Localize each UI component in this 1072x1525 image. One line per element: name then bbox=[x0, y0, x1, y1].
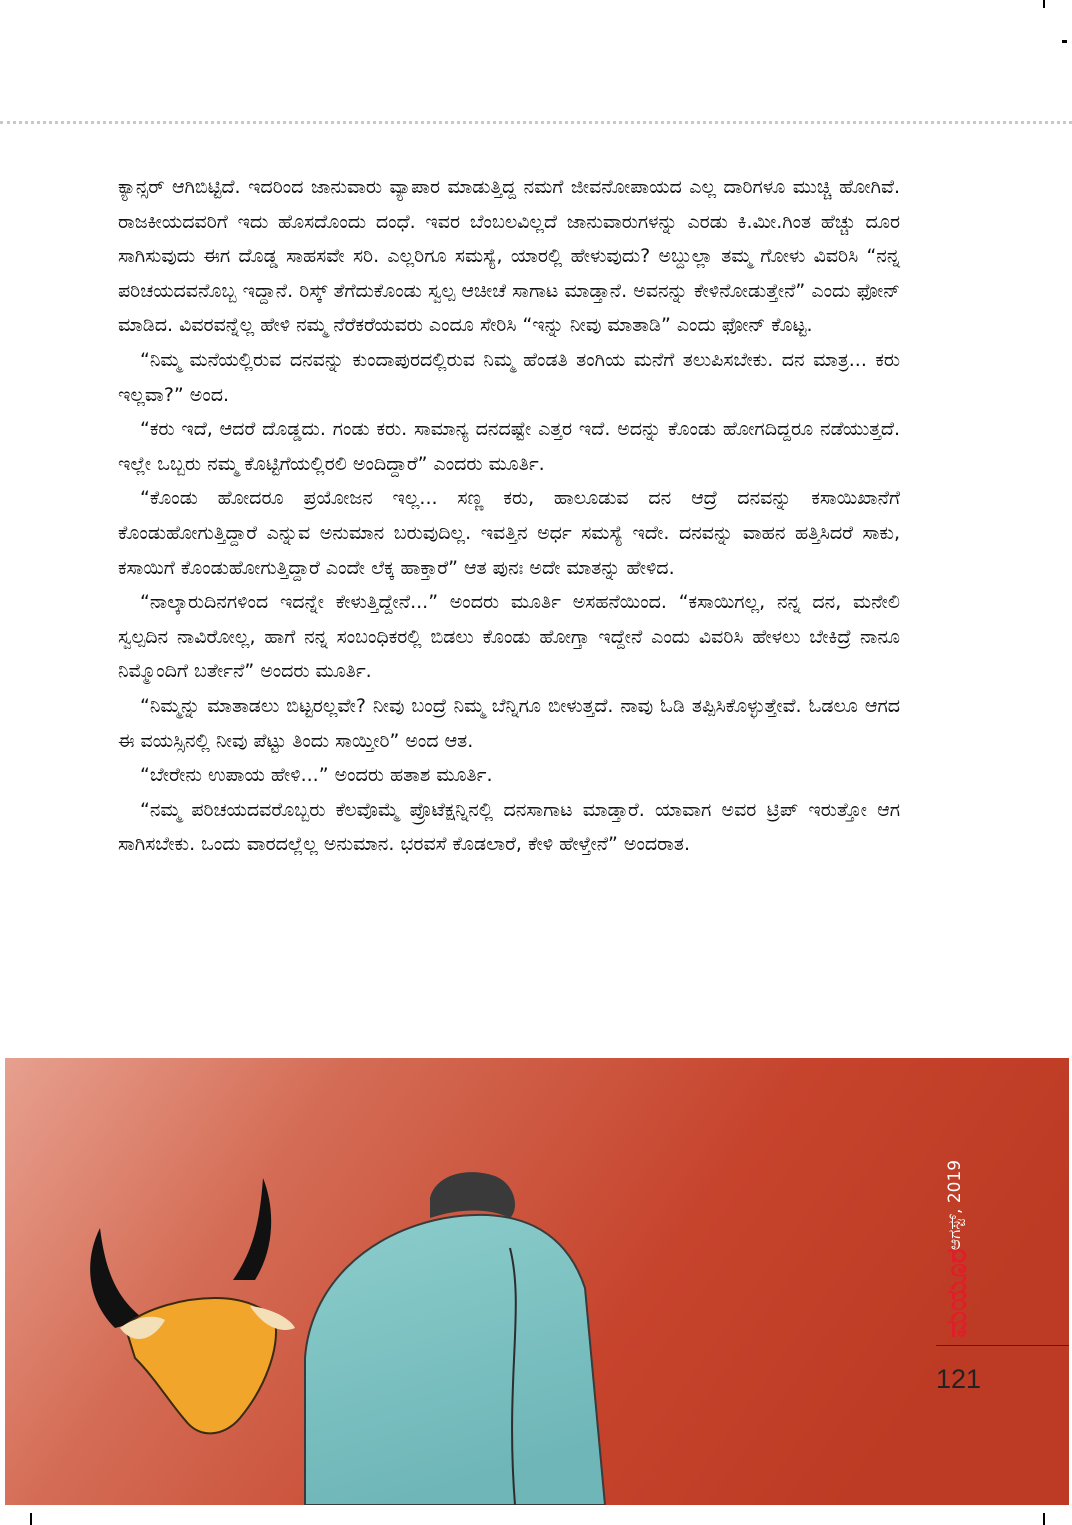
paragraph: “ಕರು ಇದೆ, ಆದರೆ ದೊಡ್ಡದು. ಗಂಡು ಕರು. ಸಾಮಾನ್ಯ ದನದಷ್ಟೇ ಎತ್ತರ ಇದೆ. ಅದನ್ನು ಕೊಂಡು ಹೋಗದಿದ್ದರೂ ನಡೆಯುತ್ತದೆ. ಇಲ್ಲೇ ಒಬ್ಬರು ನಮ್ಮ ಕೊಟ್ಟಿಗೆಯಲ್ಲಿರಲಿ ಅಂದಿದ್ದಾರೆ” ಎಂದರು ಮೂರ್ತಿ. bbox=[118, 418, 900, 475]
page-number-rule bbox=[936, 1345, 1069, 1346]
paragraph: “ನಮ್ಮ ಪರಿಚಯದವರೊಬ್ಬರು ಕೆಲವೊಮ್ಮೆ ಪ್ರೊಟೆಕ್ಷನ್ನಿನಲ್ಲಿ ದನಸಾಗಾಟ ಮಾಡ್ತಾರೆ. ಯಾವಾಗ ಅವರ ಟ್ರಿಪ್ ಇರುತ್ತೋ ಆಗ ಸಾಗಿಸಬೇಕು. ಒಂದು ವಾರದಲ್ಲೆಲ್ಲ ಅನುಮಾನ. ಭರವಸೆ ಕೊಡಲಾರೆ, ಕೇಳಿ ಹೇಳ್ತೇನೆ” ಅಂದರಾತ. bbox=[118, 798, 900, 856]
paragraph: “ಕೊಂಡು ಹೋದರೂ ಪ್ರಯೋಜನ ಇಲ್ಲ... ಸಣ್ಣ ಕರು, ಹಾಲೂಡುವ ದನ ಆದ್ರೆ ದನವನ್ನು ಕಸಾಯಿಖಾನೆಗೆ ಕೊಂಡುಹೋಗುತ್ತಿದ್ದಾರೆ ಎನ್ನುವ ಅನುಮಾನ ಬರುವುದಿಲ್ಲ. ಇವತ್ತಿನ ಅರ್ಧ ಸಮಸ್ಯೆ ಇದೇ. ದನವನ್ನು ವಾಹನ ಹತ್ತಿಸಿದರೆ ಸಾಕು, ಕಸಾಯಿಗೆ ಕೊಂಡುಹೋಗುತ್ತಿದ್ದಾರೆ ಎಂದೇ ಲೆಕ್ಕ ಹಾಕ್ತಾರೆ” ಆತ ಪುನಃ ಅದೇ ಮಾತನ್ನು ಹೇಳಿದ. bbox=[118, 487, 900, 579]
story-illustration bbox=[5, 1058, 1069, 1505]
illustration-svg bbox=[5, 1058, 1069, 1505]
page-number: 121 bbox=[936, 1364, 982, 1394]
paragraph: “ನಾಲ್ಕಾರುದಿನಗಳಿಂದ ಇದನ್ನೇ ಕೇಳುತ್ತಿದ್ದೇನೆ...” ಅಂದರು ಮೂರ್ತಿ ಅಸಹನೆಯಿಂದ. “ಕಸಾಯಿಗಲ್ಲ, ನನ್ನ ದನ, ಮನೇಲಿ ಸ್ವಲ್ಪದಿನ ನಾವಿರೋಲ್ಲ, ಹಾಗೆ ನನ್ನ ಸಂಬಂಧಿಕರಲ್ಲಿ ಬಿಡಲು ಕೊಂಡು ಹೋಗ್ತಾ ಇದ್ದೇನೆ ಎಂದು ವಿವರಿಸಿ ಹೇಳಲು ಬೇಕಿದ್ರೆ ನಾನೂ ನಿಮ್ಮೊಂದಿಗೆ ಬರ್ತೇನೆ” ಅಂದರು ಮೂರ್ತಿ. bbox=[118, 591, 900, 683]
issue-date: ಆಗಸ್ಟ್, 2019 bbox=[945, 1159, 965, 1251]
paragraph: “ನಿಮ್ಮ ಮನೆಯಲ್ಲಿರುವ ದನವನ್ನು ಕುಂದಾಪುರದಲ್ಲಿರುವ ನಿಮ್ಮ ಹೆಂಡತಿ ತಂಗಿಯ ಮನೆಗೆ ತಲುಪಿಸಬೇಕು. ದನ ಮಾತ್ರ... ಕರು ಇಲ್ಲವಾ?” ಅಂದ. bbox=[118, 348, 900, 406]
story-text bbox=[118, 170, 900, 862]
paragraph: “ಬೇರೇನು ಉಪಾಯ ಹೇಳಿ...” ಅಂದರು ಹತಾಶ ಮೂರ್ತಿ. bbox=[140, 764, 493, 787]
crop-mark-right bbox=[1062, 40, 1067, 43]
paragraph: ಕ್ಯಾನ್ಸರ್ ಆಗಿಬಿಟ್ಟಿದೆ. ಇದರಿಂದ ಜಾನುವಾರು ವ್ಯಾಪಾರ ಮಾಡುತ್ತಿದ್ದ ನಮಗೆ ಜೀವನೋಪಾಯದ ಎಲ್ಲ ದಾರಿಗಳೂ ಮುಚ್ಚಿ ಹೋಗಿವೆ. ರಾಜಕೀಯದವರಿಗೆ ಇದು ಹೊಸದೊಂದು ದಂಧೆ. ಇವರ ಬೆಂಬಲವಿಲ್ಲದೆ ಜಾನುವಾರುಗಳನ್ನು ಎರಡು ಕಿ.ಮೀ.ಗಿಂತ ಹೆಚ್ಚು ದೂರ ಸಾಗಿಸುವುದು ಈಗ ದೊಡ್ಡ ಸಾಹಸವೇ ಸರಿ. ಎಲ್ಲರಿಗೂ ಸಮಸ್ಯೆ, ಯಾರಲ್ಲಿ ಹೇಳುವುದು? ಅಬ್ದುಲ್ಲಾ ತಮ್ಮ ಗೋಳು ವಿವರಿಸಿ “ನನ್ನ ಪರಿಚಯದವನೊಬ್ಬ ಇದ್ದಾನೆ. ರಿಸ್ಕ್ ತೆಗೆದುಕೊಂಡು ಸ್ವಲ್ಪ ಆಚೀಚೆ ಸಾಗಾಟ ಮಾಡ್ತಾನೆ. ಅವನನ್ನು ಕೇಳಿನೋಡುತ್ತೇನೆ” ಎಂದು ಫೋನ್ ಮಾಡಿದ. ವಿವರವನ್ನೆಲ್ಲ ಹೇಳಿ ನಮ್ಮ ನೆರೆಕರೆಯವರು ಎಂದೂ ಸೇರಿಸಿ “ಇನ್ನು ನೀವು ಮಾತಾಡಿ” ಎಂದು ಫೋನ್ ಕೊಟ್ಟ. bbox=[118, 176, 900, 337]
header-dotted-rule bbox=[0, 121, 1072, 124]
crop-mark-bottom-left bbox=[30, 1513, 32, 1525]
crop-mark-bottom-right bbox=[1043, 1513, 1045, 1525]
paragraph: “ನಿಮ್ಮನ್ನು ಮಾತಾಡಲು ಬಿಟ್ಟರಲ್ಲವೇ? ನೀವು ಬಂದ್ರೆ ನಿಮ್ಮ ಬೆನ್ನಿಗೂ ಬೀಳುತ್ತದೆ. ನಾವು ಓಡಿ ತಪ್ಪಿಸಿಕೊಳ್ಳುತ್ತೇವೆ. ಓಡಲೂ ಆಗದ ಈ ವಯಸ್ಸಿನಲ್ಲಿ ನೀವು ಪೆಟ್ಟು ತಿಂದು ಸಾಯ್ತೀರಿ” ಅಂದ ಆತ. bbox=[118, 694, 900, 752]
magazine-logo: ಮಯೂರ bbox=[940, 1248, 973, 1338]
crop-mark-top-right bbox=[1043, 0, 1045, 8]
